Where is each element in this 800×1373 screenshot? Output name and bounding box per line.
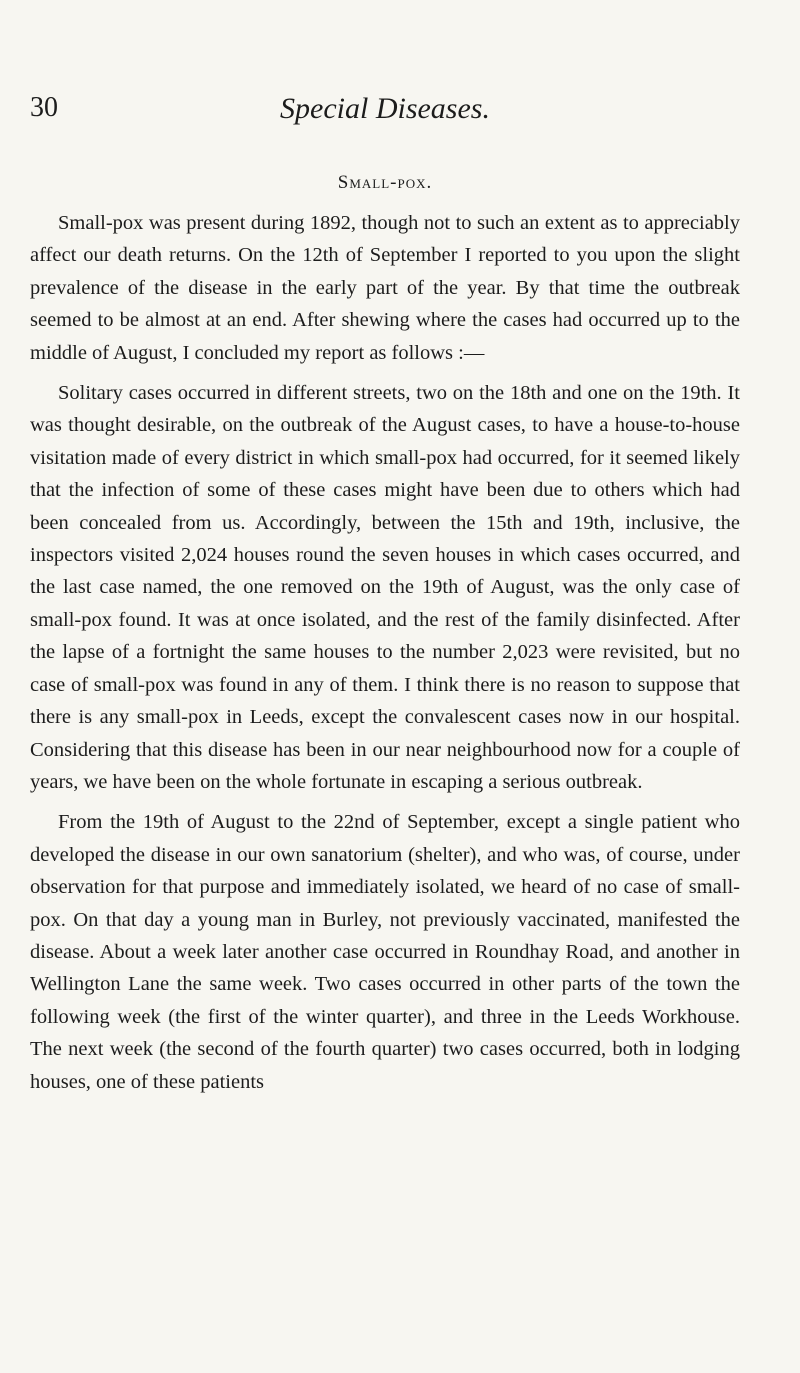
paragraph: Solitary cases occurred in different streets, two on the 18th and one on the 19th. It was thought desirable, on the outbreak of the August cases, to have a house-to-house visitation made of every district in which small-pox had occurred, for it seemed likely that the infection of some of these cases might have been due to others which had been concealed from us. Accordingly, between the 15th and 19th, inclusive, the inspectors visited 2,024 houses round the seven houses in which cases occurred, and the last case named, the one removed on the 19th of August, was the only case of small-pox found. It was at once isolated, and the rest of the family disinfected. After the lapse of a fortnight the same houses to the number 2,023 were revisited, but no case of small-pox was found in any of them. I think there is no reason to suppose that there is any small-pox in Leeds, except the convalescent cases now in our hospital. Considering that this disease has been in our near neighbourhood now for a couple of years, we have been on the whole fortunate in escaping a serious outbreak. bbox=[30, 382, 740, 793]
paragraph: From the 19th of August to the 22nd of September, except a single patient who developed the disease in our own sanatorium (shelter), and who was, of course, under observation for that purpose and immediately isolated, we heard of no case of small-pox. On that day a young man in Burley, not previously vaccinated, manifested the disease. About a week later another case occurred in Roundhay Road, and another in Wellington Lane the same week. Two cases occurred in other parts of the town the following week (the first of the winter quarter), and three in the Leeds Workhouse. The next week (the second of the fourth quarter) two cases occurred, both in lodging houses, one of these patients bbox=[30, 811, 740, 1093]
body-text bbox=[30, 207, 740, 1106]
section-title: Small-pox. bbox=[337, 172, 433, 193]
page-header bbox=[30, 92, 740, 142]
running-head: Special Diseases. bbox=[280, 92, 490, 125]
paragraph: Small-pox was present during 1892, though not to such an extent as to appreciably affect our death returns. On the 12th of September I reported to you upon the slight prevalence of the disease in the early part of the year. By that time the outbreak seemed to be almost at an end. After shewing where the cases had occurred up to the middle of August, I concluded my report as follows :— bbox=[30, 212, 740, 364]
page-number: 30 bbox=[30, 92, 58, 123]
